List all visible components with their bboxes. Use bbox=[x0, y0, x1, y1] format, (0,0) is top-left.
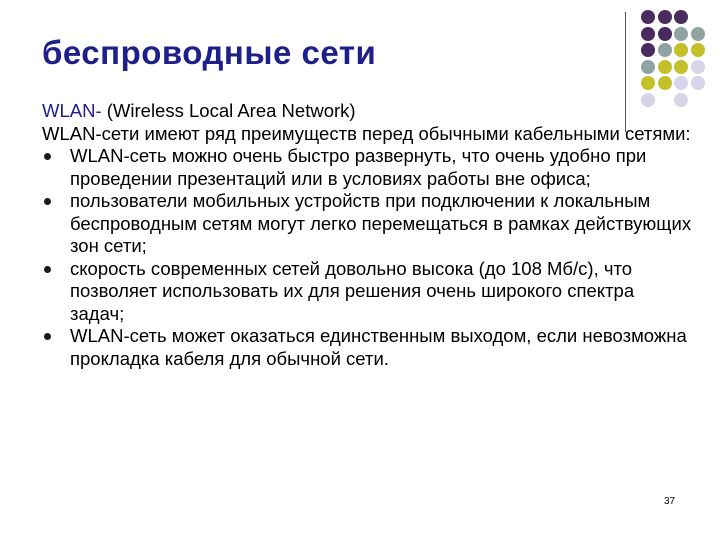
bullet-text: WLAN-сеть можно очень быстро развернуть, что очень удобно при проведении презентаций или в условиях работы вне офиса; bbox=[70, 145, 647, 189]
decorative-dot bbox=[674, 60, 688, 74]
slide-title: беспроводные сети bbox=[42, 34, 377, 71]
decorative-dot bbox=[674, 27, 688, 41]
decorative-dot bbox=[691, 60, 705, 74]
bullet-icon bbox=[44, 333, 51, 340]
slide-body bbox=[42, 100, 692, 370]
decorative-dot bbox=[658, 76, 672, 90]
decorative-dot bbox=[641, 60, 655, 74]
decorative-dot bbox=[691, 43, 705, 57]
decorative-dot bbox=[691, 76, 705, 90]
bullet-item bbox=[42, 145, 692, 190]
wlan-term: WLAN- bbox=[42, 100, 102, 121]
decorative-dot bbox=[658, 43, 672, 57]
decorative-dot bbox=[658, 10, 672, 24]
bullet-item bbox=[42, 325, 692, 370]
decorative-dot bbox=[674, 43, 688, 57]
decorative-dot bbox=[658, 60, 672, 74]
decorative-dot bbox=[641, 27, 655, 41]
bullet-icon bbox=[44, 198, 51, 205]
bullet-text: скорость современных сетей довольно высока (до 108 Мб/с), что позволяет использовать их для решения очень широкого спектра задач; bbox=[70, 257, 635, 324]
intro-paragraph: WLAN-сети имеют ряд преимуществ перед обычными кабельными сетями: bbox=[42, 122, 691, 144]
bullet-item bbox=[42, 258, 692, 326]
decorative-dot bbox=[674, 76, 688, 90]
decorative-dot bbox=[641, 10, 655, 24]
decorative-dot bbox=[658, 27, 672, 41]
decorative-dot bbox=[691, 27, 705, 41]
wlan-definition bbox=[42, 100, 692, 123]
page-number: 37 bbox=[664, 496, 676, 507]
bullet-icon bbox=[44, 266, 51, 273]
decorative-dot bbox=[641, 43, 655, 57]
bullet-text: WLAN-сеть может оказаться единственным выходом, если невозможна прокладка кабеля для обычной сети. bbox=[70, 325, 687, 369]
bullet-item bbox=[42, 190, 692, 258]
bullet-list bbox=[42, 145, 692, 370]
bullet-icon bbox=[44, 153, 51, 160]
decorative-dot bbox=[674, 10, 688, 24]
wlan-expansion: (Wireless Local Area Network) bbox=[101, 100, 356, 121]
bullet-text: пользователи мобильных устройств при подключении к локальным беспроводным сетям могут легко перемещаться в рамках действующих зон сети; bbox=[70, 190, 692, 256]
decorative-dot bbox=[641, 76, 655, 90]
